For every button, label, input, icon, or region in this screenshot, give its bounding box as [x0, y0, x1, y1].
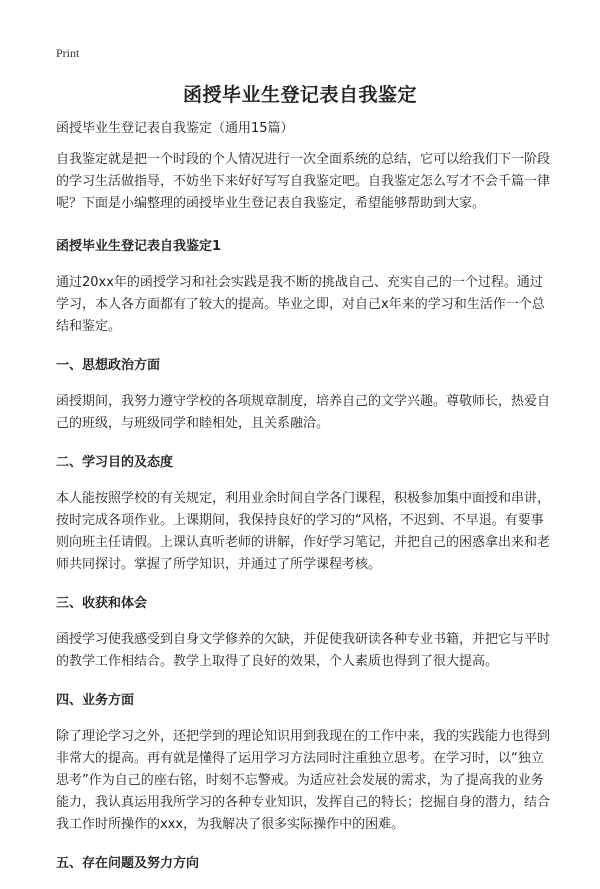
- page-title: 函授毕业生登记表自我鉴定: [182, 84, 417, 106]
- section-paragraph: 本人能按照学校的有关规定，利用业余时间自学各门课程，积极参加集中面授和串讲，按时完成各项作业。上课期间，我保持良好的学习的“风格，不迟到、不早退。有要事则向班主任请假。上课认真听老师的讲解，作好学习笔记，并把自己的困惑拿出来和老师共同探讨。掌握了所学知识，并通过了所学课程考核。: [56, 491, 551, 572]
- section-paragraph: 函授期间，我努力遵守学校的各项规章制度，培养自己的文学兴趣。尊敬师长，热爱自己的班级，与班级同学和睦相处，且关系融洽。: [56, 394, 551, 431]
- document-subtitle: 函授毕业生登记表自我鉴定（通用15篇）: [56, 121, 294, 136]
- section-heading: 五、存在问题及努力方向: [56, 856, 200, 871]
- section-heading: 函授毕业生登记表自我鉴定1: [56, 239, 222, 254]
- section-paragraph: 通过20xx年的函授学习和社会实践是我不断的挑战自己、充实自己的一个过程。通过学习，本人各方面都有了较大的提高。毕业之即，对自己x年来的学习和生活作一个总结和鉴定。: [56, 275, 545, 334]
- section-heading: 三、收获和体会: [56, 596, 148, 611]
- section-paragraph: 函授学习使我感受到自身文学修养的欠缺，并促使我研读各种专业书籍，并把它与平时的教学工作相结合。教学上取得了良好的效果，个人素质也得到了很大提高。: [56, 632, 551, 669]
- section-heading: 二、学习目的及态度: [56, 455, 174, 470]
- intro-paragraph: 自我鉴定就是把一个时段的个人情况进行一次全面系统的总结，它可以给我们下一阶段的学习生活做指导，不妨坐下来好好写写自我鉴定吧。自我鉴定怎么写才不会千篇一律呢？下面是小编整理的函授毕业生登记表自我鉴定，希望能够帮助到大家。: [56, 152, 551, 211]
- section-heading: 四、业务方面: [56, 693, 135, 708]
- section-heading: 一、思想政治方面: [56, 358, 161, 373]
- document-body: [56, 118, 550, 889]
- section-paragraph: 除了理论学习之外，还把学到的理论知识用到我现在的工作中来，我的实践能力也得到非常大的提高。再有就是懂得了运用学习方法同时注重独立思考。在学习时，以“独立思考”作为自己的座右铭，时刻不忘警戒。为适应社会发展的需求，为了提高我的业务能力，我认真运用我所学习的各种专业知识，发挥自己的特长；挖掘自身的潜力，结合我工作时所操作的xxx，为我解决了很多实际操作中的困难。: [56, 729, 551, 832]
- print-link[interactable]: Print: [56, 46, 80, 60]
